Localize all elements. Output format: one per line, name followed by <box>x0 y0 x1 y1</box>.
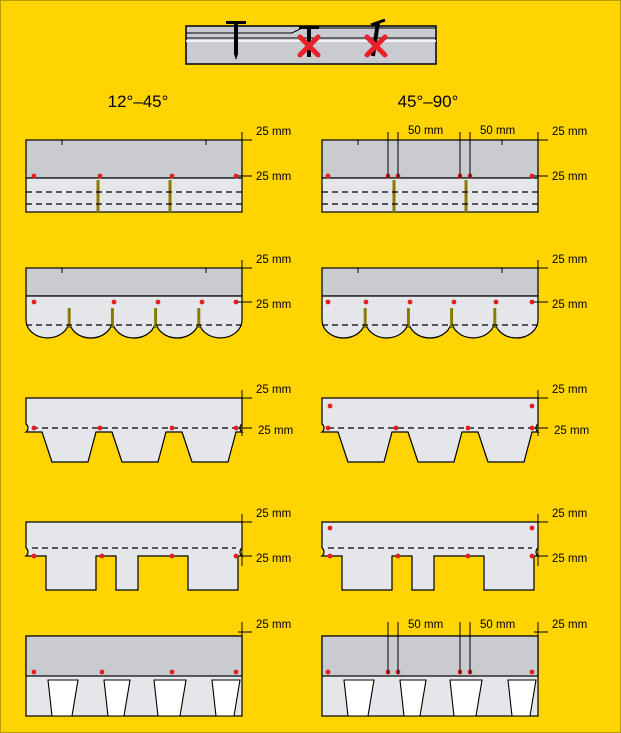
nail-position-dot <box>156 300 161 305</box>
nail-position-dot <box>326 426 331 431</box>
nail-position-dot <box>32 300 37 305</box>
dimension-label: 25 mm <box>554 425 590 437</box>
nail-position-dot <box>98 426 103 431</box>
dimension-label: 50 mm <box>408 125 444 137</box>
dimension-label: 50 mm <box>408 619 444 631</box>
shingle-rounded-tabs <box>322 296 538 338</box>
dimension-label: 25 mm <box>552 171 588 183</box>
heading-12-45: 12°–45° <box>107 92 169 111</box>
nail-position-dot <box>364 300 369 305</box>
nail-position-dot <box>200 300 205 305</box>
shingle-top-band <box>322 636 538 676</box>
shingle-top-band <box>26 268 242 296</box>
nail-position-dot <box>326 300 331 305</box>
dimension-label: 25 mm <box>256 254 292 266</box>
nail-position-dot <box>170 670 175 675</box>
shingle-exposed-band <box>26 178 242 212</box>
dimension-label: 25 mm <box>552 299 588 311</box>
nail-position-dot <box>328 404 333 409</box>
shingle-trapezoid-tabs <box>322 398 538 462</box>
nail-position-dot <box>32 426 37 431</box>
dimension-label: 25 mm <box>256 171 292 183</box>
dimension-label: 25 mm <box>256 553 292 565</box>
nail-position-dot <box>530 404 535 409</box>
nail-position-dot <box>452 300 457 305</box>
nail-position-dot <box>530 426 535 431</box>
dimension-label: 25 mm <box>552 126 588 138</box>
nail-position-dot <box>32 670 37 675</box>
shingle-square-tabs <box>322 522 538 590</box>
nail-position-dot <box>234 670 239 675</box>
dimension-label: 25 mm <box>552 254 588 266</box>
dimension-label: 25 mm <box>552 553 588 565</box>
nail-position-dot <box>100 554 105 559</box>
dimension-label: 25 mm <box>256 126 292 138</box>
shingle-trapezoid-tabs <box>26 398 242 462</box>
dimension-label: 25 mm <box>552 619 588 631</box>
nail-position-dot <box>530 670 535 675</box>
nail-position-dot <box>234 426 239 431</box>
nail-position-dot <box>100 670 105 675</box>
shingle-top-band <box>322 140 538 178</box>
tab-slot <box>465 180 468 212</box>
wedge-tab <box>450 680 482 716</box>
shingle-top-band <box>322 268 538 296</box>
dimension-label: 25 mm <box>256 619 292 631</box>
dimension-label: 25 mm <box>256 508 292 520</box>
nail-position-dot <box>32 554 37 559</box>
nail-position-dot <box>98 174 103 179</box>
nail-position-dot <box>394 426 399 431</box>
shingle-rounded-tabs <box>26 296 242 338</box>
tab-slot <box>169 180 172 212</box>
shingle-top-band <box>26 636 242 676</box>
nail-position-dot <box>234 554 239 559</box>
nail-position-dot <box>170 426 175 431</box>
nail-position-dot <box>466 426 471 431</box>
shingle-top-band <box>26 140 242 178</box>
nail-position-dot <box>170 554 175 559</box>
dimension-label: 50 mm <box>480 619 516 631</box>
nail-position-dot <box>530 174 535 179</box>
nail-position-dot <box>234 300 239 305</box>
dimension-label: 25 mm <box>256 384 292 396</box>
nail-position-dot <box>530 526 535 531</box>
dimension-label: 25 mm <box>552 508 588 520</box>
nail-position-dot <box>408 300 413 305</box>
heading-45-90: 45°–90° <box>397 92 459 111</box>
nail-position-dot <box>328 554 333 559</box>
wedge-tab <box>154 680 186 716</box>
dimension-label: 25 mm <box>256 299 292 311</box>
nail-position-dot <box>326 670 331 675</box>
nail-position-dot <box>530 300 535 305</box>
dimension-label: 25 mm <box>258 425 294 437</box>
nail-position-dot <box>328 526 333 531</box>
nail-position-dot <box>234 174 239 179</box>
nail-position-dot <box>530 554 535 559</box>
tab-slot <box>393 180 396 212</box>
shingle-square-tabs <box>26 522 242 590</box>
nail-position-dot <box>32 174 37 179</box>
dimension-label: 25 mm <box>552 384 588 396</box>
nail-position-dot <box>326 174 331 179</box>
nail-position-dot <box>396 554 401 559</box>
nail-detail-panel <box>186 20 436 64</box>
nail-position-dot <box>112 300 117 305</box>
dimension-label: 50 mm <box>480 125 516 137</box>
nail-position-dot <box>466 554 471 559</box>
nail-position-dot <box>170 174 175 179</box>
nail-position-dot <box>494 300 499 305</box>
shingle-exposed-band <box>322 178 538 212</box>
tab-slot <box>97 180 100 212</box>
